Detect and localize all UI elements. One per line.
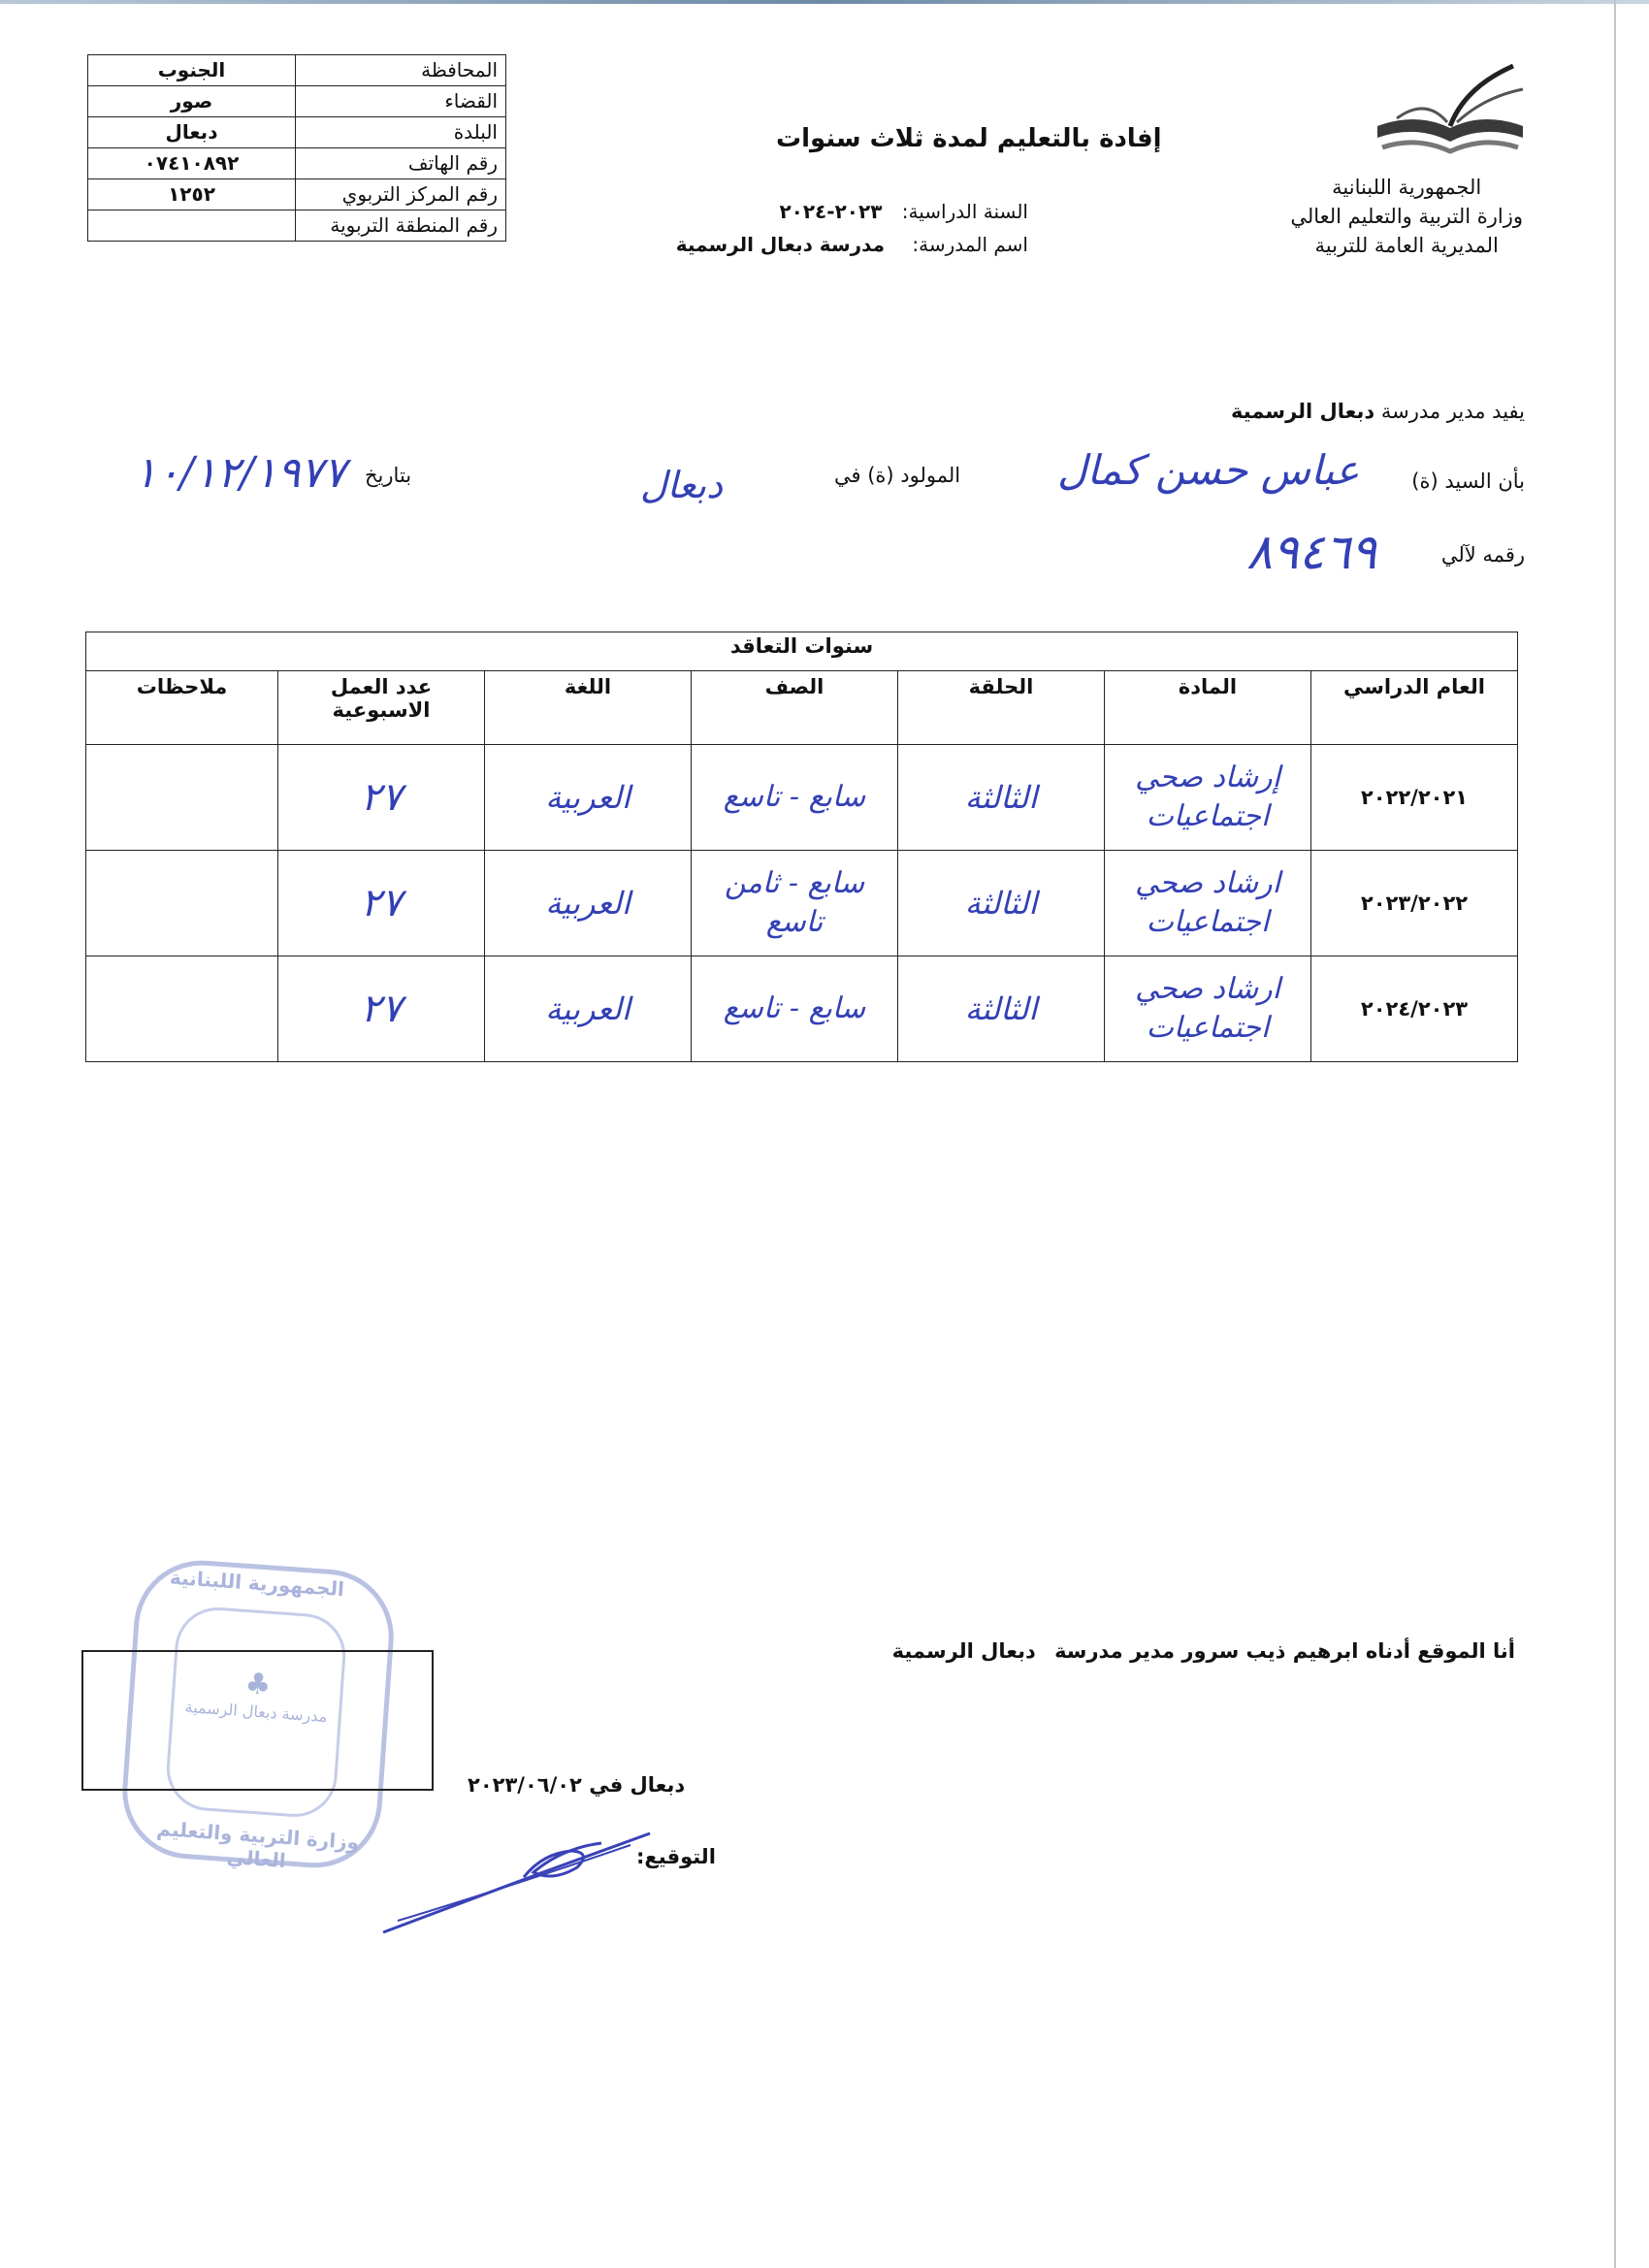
info-row — [88, 211, 506, 242]
declaration-school: دبعال الرسمية — [1231, 400, 1375, 423]
cycle-cell — [898, 851, 1105, 956]
subject-handwritten: إرشاد صحي اجتماعيات — [1135, 761, 1280, 833]
column-header: المادة — [1105, 671, 1311, 745]
info-label: المحافظة — [296, 55, 506, 86]
subject-cell — [1105, 851, 1311, 956]
info-label: رقم الهاتف — [296, 148, 506, 179]
grade-cell — [692, 851, 898, 956]
cycle-handwritten: الثالثة — [964, 885, 1038, 922]
notes-cell — [86, 956, 278, 1062]
date-label: بتاريخ — [365, 464, 412, 487]
contract-years-table — [85, 632, 1518, 1062]
declaration-line-1 — [1231, 400, 1525, 423]
language-cell — [485, 851, 692, 956]
directorate-name: المديرية العامة للتربية — [1314, 234, 1499, 257]
language-cell — [485, 745, 692, 851]
born-label: المولود (ة) في — [834, 464, 961, 487]
subject-cell — [1105, 745, 1311, 851]
notes-cell — [86, 745, 278, 851]
republic-name: الجمهورية اللبنانية — [1332, 176, 1482, 199]
grade-cell — [692, 956, 898, 1062]
signature-label: التوقيع: — [636, 1845, 716, 1868]
hours-cell — [278, 745, 485, 851]
hours-handwritten: ٢٧ — [360, 987, 403, 1031]
grade-handwritten: سابع - تاسع — [723, 991, 866, 1025]
info-value: صور — [88, 86, 296, 117]
cycle-cell — [898, 745, 1105, 851]
info-label: رقم المركز التربوي — [296, 179, 506, 211]
school-info-table — [87, 54, 506, 242]
info-row — [88, 86, 506, 117]
info-label: القضاء — [296, 86, 506, 117]
grade-handwritten: سابع - تاسع — [723, 780, 866, 814]
language-cell — [485, 956, 692, 1062]
school-name-label: اسم المدرسة: — [912, 233, 1028, 256]
language-handwritten: العربية — [545, 885, 630, 922]
place-date: دبعال في ٢٠٢٣/٠٦/٠٢ — [468, 1773, 686, 1797]
column-header: الصف — [692, 671, 898, 745]
column-header: عدد العمل الاسبوعية — [278, 671, 485, 745]
table-header-row — [86, 671, 1518, 745]
stamp-school-text: مدرسة دبعال الرسمية — [184, 1697, 328, 1727]
open-book-logo-icon — [1368, 58, 1533, 155]
column-header: ملاحظات — [86, 671, 278, 745]
column-header: اللغة — [485, 671, 692, 745]
mr-label: بأن السيد (ة) — [1411, 470, 1525, 493]
cycle-cell — [898, 956, 1105, 1062]
contract-years-header: سنوات التعاقد — [86, 632, 1518, 671]
info-row — [88, 55, 506, 86]
year-cell: ٢٠٢٤/٢٠٢٣ — [1311, 956, 1518, 1062]
info-value — [88, 211, 296, 242]
info-label: البلدة — [296, 117, 506, 148]
hours-cell — [278, 851, 485, 956]
scan-top-edge — [0, 0, 1649, 4]
birth-date-handwritten: ١٠/١٢/١٩٧٧ — [134, 448, 346, 498]
signatory-line — [892, 1639, 1515, 1663]
cycle-handwritten: الثالثة — [964, 990, 1038, 1027]
personal-number-handwritten: ٨٩٤٦٩ — [1246, 524, 1377, 580]
subject-cell — [1105, 956, 1311, 1062]
info-value: الجنوب — [88, 55, 296, 86]
column-header: الحلقة — [898, 671, 1105, 745]
info-row — [88, 117, 506, 148]
info-row — [88, 148, 506, 179]
school-name-row — [676, 233, 1028, 256]
signatory-role: مدير مدرسة — [1054, 1639, 1176, 1663]
ministry-header — [1290, 173, 1523, 260]
number-label: رقمه لآلي — [1440, 543, 1525, 567]
language-handwritten: العربية — [545, 990, 630, 1027]
hours-cell — [278, 956, 485, 1062]
info-value: دبعال — [88, 117, 296, 148]
declaration-prefix: يفيد مدير مدرسة — [1380, 400, 1525, 423]
signatory-name: ابرهيم ذيب سرور — [1181, 1639, 1359, 1663]
info-value: ٠٧٤١٠٨٩٢ — [88, 148, 296, 179]
school-name-value: مدرسة دبعال الرسمية — [675, 233, 886, 256]
teacher-name-handwritten: عباس حسن كمال — [1057, 446, 1360, 494]
notes-cell — [86, 851, 278, 956]
ministry-name: وزارة التربية والتعليم العالي — [1290, 205, 1523, 228]
school-year-label: السنة الدراسية: — [901, 200, 1028, 223]
signatory-school: دبعال الرسمية — [891, 1639, 1036, 1663]
info-label: رقم المنطقة التربوية — [296, 211, 506, 242]
stamp-frame — [81, 1650, 434, 1791]
school-year-value: ٢٠٢٣-٢٠٢٤ — [779, 200, 883, 223]
year-cell: ٢٠٢٢/٢٠٢١ — [1311, 745, 1518, 851]
subject-handwritten: ارشاد صحي اجتماعيات — [1135, 972, 1280, 1045]
table-row — [86, 745, 1518, 851]
signatory-prefix: أنا الموقع أدناه — [1365, 1639, 1515, 1663]
scan-right-edge — [1614, 0, 1616, 2268]
document-title: إفادة بالتعليم لمدة ثلاث سنوات — [776, 124, 1162, 153]
table-row — [86, 956, 1518, 1062]
signature-scribble-icon — [378, 1824, 660, 1940]
language-handwritten: العربية — [545, 779, 630, 816]
cycle-handwritten: الثالثة — [964, 779, 1038, 816]
grade-handwritten: سابع - ثامن تاسع — [724, 866, 865, 939]
school-year-row — [779, 200, 1028, 223]
info-row — [88, 179, 506, 211]
grade-cell — [692, 745, 898, 851]
hours-handwritten: ٢٧ — [360, 775, 403, 820]
stamp-bottom-text: وزارة التربية والتعليم العالي — [155, 1816, 360, 1873]
year-cell: ٢٠٢٣/٢٠٢٢ — [1311, 851, 1518, 956]
hours-handwritten: ٢٧ — [360, 881, 403, 925]
subject-handwritten: ارشاد صحي اجتماعيات — [1135, 866, 1280, 939]
birth-place-handwritten: دبعال — [640, 464, 724, 506]
table-row — [86, 851, 1518, 956]
cedar-icon: ♣ — [243, 1667, 273, 1702]
stamp-top-text: الجمهورية اللبنانية — [169, 1565, 345, 1602]
info-value: ١٢٥٢ — [88, 179, 296, 211]
column-header: العام الدراسي — [1311, 671, 1518, 745]
